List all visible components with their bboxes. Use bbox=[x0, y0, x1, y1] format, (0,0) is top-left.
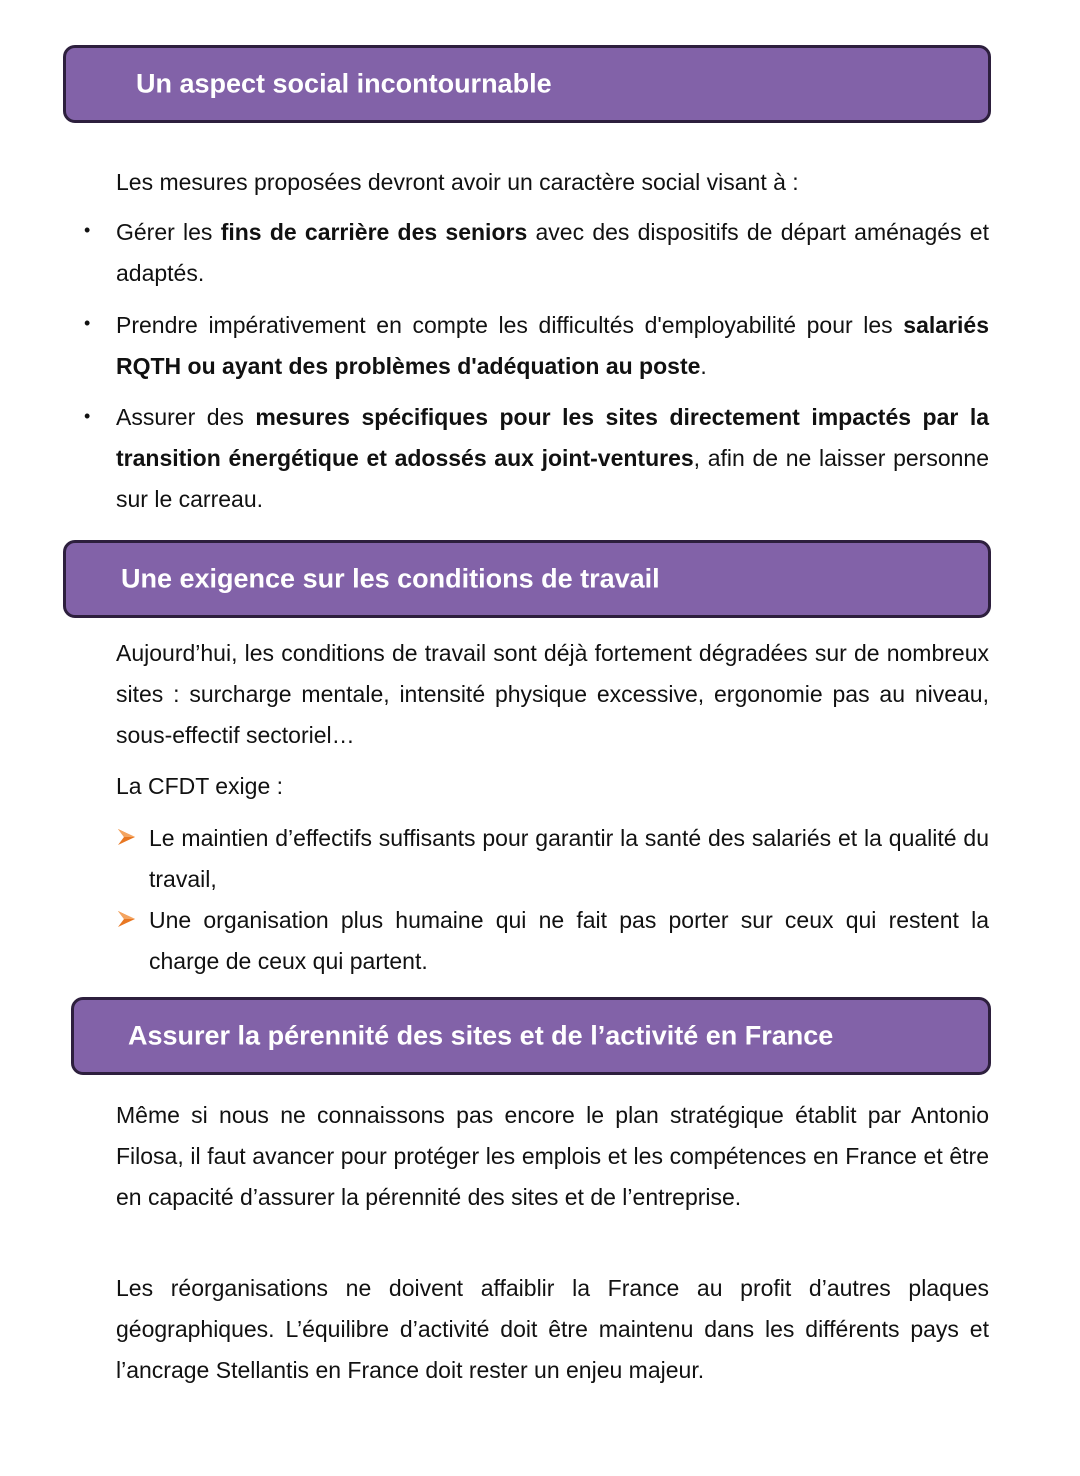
demand-intro: La CFDT exige : bbox=[116, 773, 284, 799]
paragraph: Les réorganisations ne doivent affaiblir la France au profit d’autres plaques géographiques. L’équilibre d’activité doit être maintenu dans les différents pays et l’ancrage Stellantis en France doit rester un enjeu majeur. bbox=[116, 1275, 989, 1383]
section-banner-conditions bbox=[63, 540, 991, 618]
demand-item: Le maintien d’effectifs suffisants pour garantir la santé des salariés et la qualité du travail, bbox=[149, 825, 989, 892]
arrow-bullet-icon bbox=[116, 909, 136, 929]
list-item: Assurer des mesures spécifiques pour les sites directement impactés par la transition énergétique et adossés aux joint-ventures, afin de ne laisser personne sur le carreau. bbox=[116, 404, 990, 512]
list-item: Prendre impérativement en compte les difficultés d'employabilité pour les salariés RQTH ou ayant des problèmes d'adéquation au poste. bbox=[116, 312, 989, 379]
section-banner-perennite bbox=[71, 997, 991, 1075]
paragraph: Aujourd’hui, les conditions de travail sont déjà fortement dégradées sur de nombreux sites : surcharge mentale, intensité physique excessive, ergonomie pas au niveau, sous-effectif sectoriel… bbox=[116, 640, 989, 748]
section-title: Assurer la pérennité des sites et de l’activité en France bbox=[128, 1020, 834, 1051]
demand-item: Une organisation plus humaine qui ne fait pas porter sur ceux qui restent la charge de ceux qui partent. bbox=[149, 907, 989, 974]
section-title: Un aspect social incontournable bbox=[136, 68, 552, 99]
section-title: Une exigence sur les conditions de travail bbox=[121, 563, 660, 594]
bullet-icon: • bbox=[84, 220, 91, 240]
bullet-icon: • bbox=[84, 406, 91, 426]
arrow-bullet-icon bbox=[116, 827, 136, 847]
section-banner-social bbox=[63, 45, 991, 123]
intro-text: Les mesures proposées devront avoir un caractère social visant à : bbox=[116, 169, 799, 195]
list-item: Gérer les fins de carrière des seniors avec des dispositifs de départ aménagés et adaptés. bbox=[116, 219, 989, 286]
bullet-icon: • bbox=[84, 313, 91, 333]
paragraph: Même si nous ne connaissons pas encore le plan stratégique établit par Antonio Filosa, il faut avancer pour protéger les emplois et les compétences en France et être en capacité d’assurer la pérennité des sites et de l’entreprise. bbox=[116, 1102, 989, 1210]
